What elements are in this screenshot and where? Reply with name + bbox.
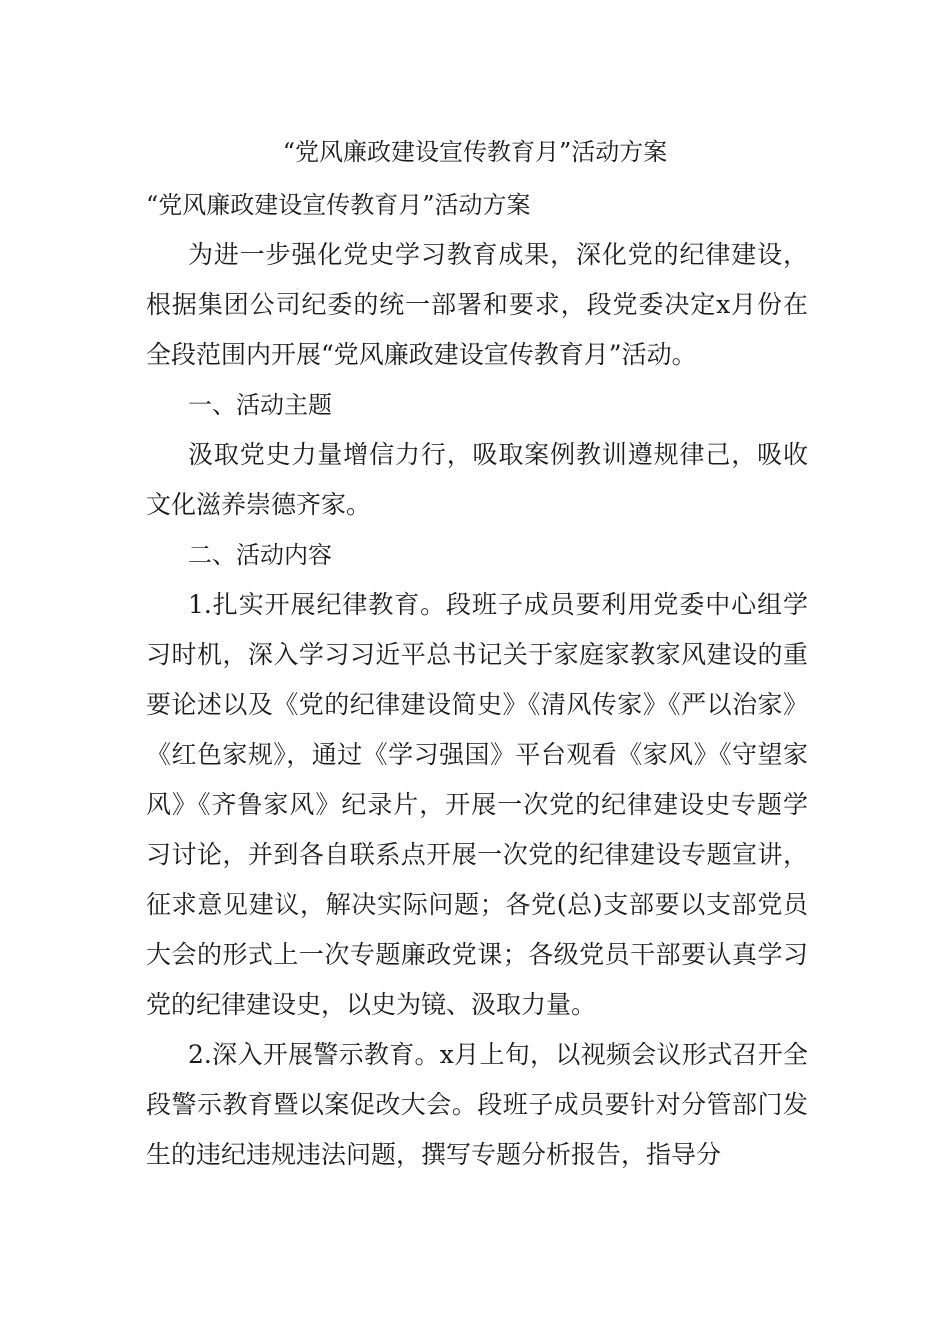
document-body	[146, 180, 808, 1180]
content-item-warning-education: 2.深入开展警示教育。x月上旬，以视频会议形式召开全段警示教育暨以案促改大会。段班子成员要针对分管部门发生的违纪违规违法问题，撰写专题分析报告，指导分	[146, 1040, 808, 1169]
document-title: “党风廉政建设宣传教育月”活动方案	[282, 138, 668, 166]
section-heading-theme: 一、活动主题	[188, 391, 332, 419]
document-subtitle: “党风廉政建设宣传教育月”活动方案	[146, 191, 531, 219]
intro-paragraph: 为进一步强化党史学习教育成果，深化党的纪律建设，根据集团公司纪委的统一部署和要求，段党委决定x月份在全段范围内开展“党风廉政建设宣传教育月”活动。	[146, 240, 808, 369]
theme-paragraph: 汲取党史力量增信力行，吸取案例教训遵规律己，吸收文化滋养崇德齐家。	[146, 440, 808, 519]
section-heading-content: 二、活动内容	[188, 541, 332, 569]
content-item-discipline-education: 1.扎实开展纪律教育。段班子成员要利用党委中心组学习时机，深入学习习近平总书记关于家庭家教家风建设的重要论述以及《党的纪律建设简史》《清风传家》《严以治家》《红色家规》，通过《学习强国》平台观看《家风》《守望家风》《齐鲁家风》纪录片，开展一次党的纪律建设史专题学习讨论，并到各自联系点开展一次党的纪律建设专题宣讲，征求意见建议，解决实际问题；各党(总)支部要以支部党员大会的形式上一次专题廉政党课；各级党员干部要认真学习党的纪律建设史，以史为镜、汲取力量。	[146, 590, 808, 1019]
